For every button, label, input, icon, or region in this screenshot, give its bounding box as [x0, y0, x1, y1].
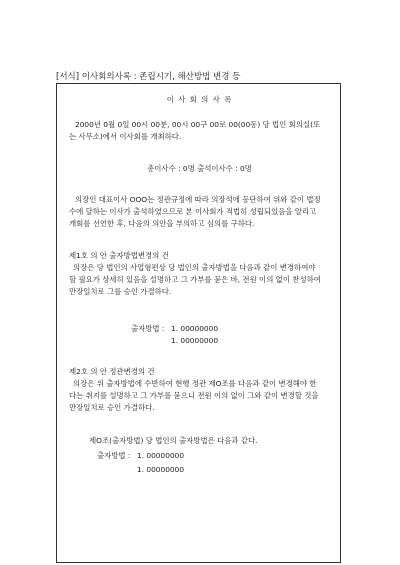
agenda1-method-item: 1. 00000000	[171, 336, 219, 345]
agenda2-method-label: 출자방법 :	[97, 451, 131, 460]
minutes-document	[56, 83, 341, 563]
agenda2-body-2: 다는 취지를 설명하고 그 가부를 묻으니 전원 이의 없이 그와 같이 변경할 것을	[69, 391, 319, 400]
agenda2-method-item: 1. 00000000	[137, 465, 185, 474]
intro-line-1: 2000년 0월 0일 00시 00분, 00시 00구 00로 00(00동) 당 법인 회의실(또	[75, 120, 321, 129]
opening-line-1: 의장인 대표이사 OOO는 정관규정에 따라 의장석에 등단하여 위와 같이 법정	[75, 195, 321, 204]
form-label: [서식] 이사회의사록 : 존립시기, 해산방법 변경 등	[56, 72, 241, 82]
agenda2-method-item: 1. 00000000	[137, 451, 185, 460]
agenda1-heading: 제1호 의 안 출자방법변경의 건	[69, 251, 169, 260]
agenda1-method-item: 1. 00000000	[171, 324, 219, 333]
attendance-line: 총이사수 : 0명 출석이사수 : 0명	[147, 164, 252, 173]
document-title: 이 사 회 의 사 록	[166, 95, 233, 104]
agenda1-body-2: 할 필요가 상세히 있음을 설명하고 그 가부를 묻은 바, 전원 이의 없이 찬성하여	[69, 275, 321, 284]
agenda2-article: 제O조(출자방법) 당 법인의 출자방법은 다음과 같다.	[89, 436, 258, 445]
opening-line-3: 개회를 선언한 후, 다음의 의안을 부의하고 심의를 구하다.	[69, 219, 255, 228]
agenda2-body-1: 의장은 위 출자방법에 수반하여 현행 정관 제O조를 다음과 같이 변경해야 한	[73, 379, 317, 388]
intro-line-2: 는 사무소)에서 이사회를 개최하다.	[69, 132, 182, 141]
agenda1-body-1: 의장은 당 법인의 사업형편상 당 법인의 출자방법을 다음과 같이 변경하여야	[73, 263, 316, 272]
agenda2-body-3: 만장일치로 승인 가결하다.	[69, 403, 155, 412]
agenda2-heading: 제2호 의 안 정관변경의 건	[69, 367, 155, 376]
agenda1-body-3: 만장일치로 그를 승인 가결하다.	[69, 287, 172, 296]
agenda1-method-label: 출자방법 :	[131, 324, 165, 333]
opening-line-2: 수에 달하는 이사가 출석하였으므로 본 이사회가 적법히 성립되었음을 알리고	[69, 207, 317, 216]
